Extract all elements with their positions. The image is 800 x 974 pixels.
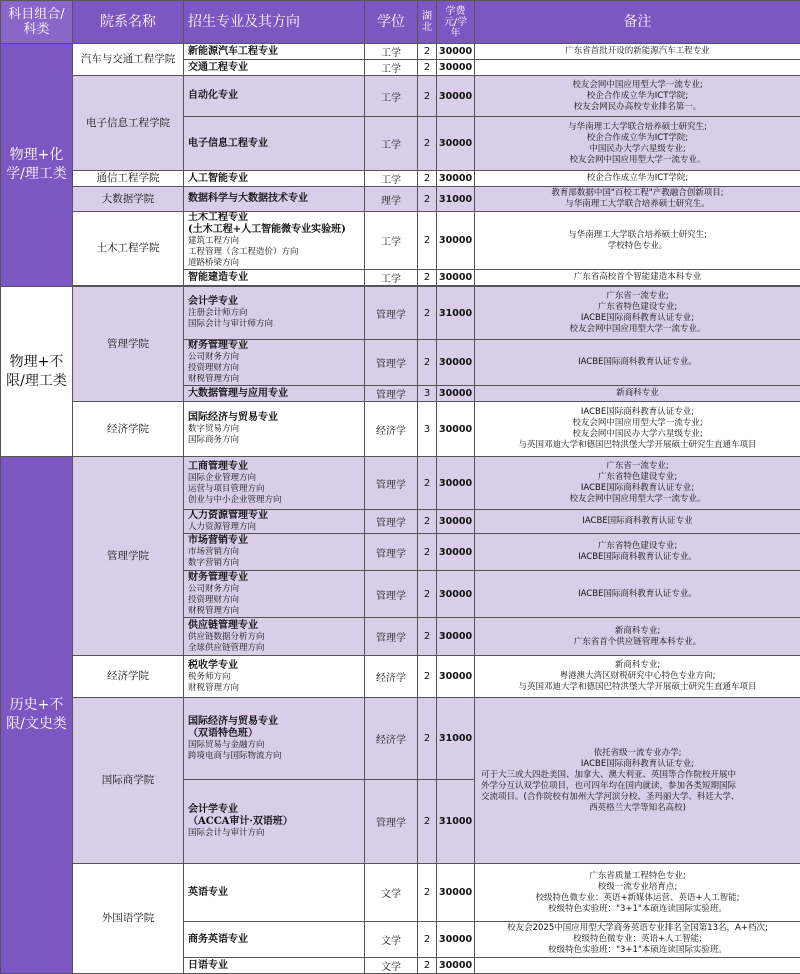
header-notes: 备注 (475, 1, 800, 44)
note-line: 校友会网中国应用型大学一流专业。 (477, 324, 798, 335)
fee-cell: 30000 (437, 340, 475, 386)
note-line: 校级特色微专业：英语+人工智能; (477, 934, 798, 945)
degree-cell: 工学 (365, 212, 418, 270)
note-line: 校友会网中国应用型大学一流专业; (477, 80, 798, 91)
fee-cell: 30000 (437, 44, 475, 60)
fee-cell: 30000 (437, 864, 475, 922)
college-cell: 通信工程学院 (73, 171, 184, 187)
notes-cell (475, 457, 800, 510)
notes-cell: 新商科专业 (475, 386, 800, 402)
college-cell: 外国语学院 (73, 864, 184, 974)
years-cell: 2 (418, 44, 437, 60)
notes-cell: IACBE国际商科教育认证专业 (475, 510, 800, 534)
major-name: 人力资源管理专业 (188, 510, 362, 522)
major-direction: 国际会计与审计师方向 (188, 319, 362, 330)
notes-cell: IACBE国际商科教育认证专业。 (475, 340, 800, 386)
college-cell: 国际商学院 (73, 698, 184, 864)
years-cell: 2 (418, 618, 437, 656)
fee-cell: 30000 (437, 117, 475, 171)
notes-cell (475, 922, 800, 958)
degree-cell: 管理学 (365, 510, 418, 534)
major-name: 人工智能专业 (188, 173, 362, 185)
note-line: 广东省质量工程特色专业; (477, 871, 798, 882)
note-line: 依托省级一流专业办学; (477, 748, 798, 759)
major-cell (184, 510, 365, 534)
college-cell: 土木工程学院 (73, 212, 184, 286)
note-line: 校企合作成立华为ICT学院; (477, 133, 798, 144)
major-direction: 全球供应链管理方向 (188, 643, 362, 654)
major-direction: 跨境电商与国际物流方向 (188, 751, 362, 762)
major-special: （ACCA审计·双语班） (188, 816, 362, 828)
fee-cell: 30000 (437, 457, 475, 510)
major-cell (184, 60, 365, 76)
notes-cell (475, 287, 800, 340)
note-line: 新商科专业; (477, 660, 798, 671)
major-cell (184, 402, 365, 457)
note-line: 校友会2025中国应用型大学商务英语专业排名全国第13名，A+档次; (477, 923, 798, 934)
degree-cell: 管理学 (365, 457, 418, 510)
note-line: 广东省特色建设专业; (477, 472, 798, 483)
note-line: 与英国邓迪大学和德国巴特洪堡大学开展硕士研究生直通车项目 (477, 682, 798, 693)
table-row (1, 171, 800, 187)
major-direction: 税务师方向 (188, 672, 362, 683)
table-row (1, 656, 800, 698)
fee-cell: 30000 (437, 510, 475, 534)
notes-cell (475, 534, 800, 571)
major-direction: 国际会计与审计方向 (188, 828, 362, 839)
college-cell: 汽车与交通工程学院 (73, 44, 184, 76)
major-cell (184, 780, 365, 864)
note-line: 外学分互认双学位项目，也可四年均在国内就读，参加各类短期国际 (477, 781, 798, 792)
years-cell: 2 (418, 270, 437, 286)
major-name: 英语专业 (188, 887, 362, 899)
note-line: IACBE国际商科教育认证专业; (477, 483, 798, 494)
major-name: 会计学专业 (188, 296, 362, 308)
note-line: 广东省一流专业; (477, 291, 798, 302)
major-name: 土木工程专业 (188, 212, 362, 224)
major-cell (184, 571, 365, 618)
note-line: 交流项目。(合作院校有加州大学河滨分校、圣玛丽大学、科廷大学、 (477, 792, 798, 803)
fee-cell: 31000 (437, 187, 475, 212)
degree-cell: 理学 (365, 187, 418, 212)
years-cell: 3 (418, 402, 437, 457)
major-name: 交通工程专业 (188, 62, 362, 74)
years-cell: 2 (418, 187, 437, 212)
college-cell: 管理学院 (73, 457, 184, 656)
fee-cell: 30000 (437, 958, 475, 974)
note-line: 可于大三或大四赴美国、加拿大、澳大利亚、英国等合作院校开展中 (477, 770, 798, 781)
notes-cell (475, 76, 800, 117)
header-years: 湖北 (418, 1, 437, 44)
major-name: 税收学专业 (188, 660, 362, 672)
major-direction: 人力资源管理方向 (188, 522, 362, 533)
degree-cell: 工学 (365, 60, 418, 76)
years-cell: 2 (418, 212, 437, 270)
major-cell (184, 457, 365, 510)
major-special: (土木工程+人工智能微专业实验班) (188, 224, 362, 236)
major-direction: 数字贸易方向 (188, 424, 362, 435)
note-line: IACBE国际商科教育认证专业; (477, 313, 798, 324)
major-direction: 建筑工程方向 (188, 236, 362, 247)
notes-cell (475, 402, 800, 457)
subject-cell: 历史+不限/文史类 (1, 457, 73, 974)
header-fee: 学费元/学年 (437, 1, 475, 44)
years-cell: 2 (418, 287, 437, 340)
major-name: 数据科学与大数据技术专业 (188, 193, 362, 205)
years-cell: 2 (418, 117, 437, 171)
major-cell (184, 117, 365, 171)
major-cell (184, 187, 365, 212)
major-cell (184, 656, 365, 698)
years-cell: 2 (418, 510, 437, 534)
college-cell: 大数据学院 (73, 187, 184, 212)
major-direction: 市场营销方向 (188, 547, 362, 558)
major-name: 新能源汽车工程专业 (188, 46, 362, 58)
years-cell: 2 (418, 340, 437, 386)
notes-cell: 广东省高校首个智能建造本科专业 (475, 270, 800, 286)
fee-cell: 31000 (437, 698, 475, 780)
note-line: 校友会网中国应用型大学一流专业。 (477, 155, 798, 166)
table-row (1, 457, 800, 510)
major-cell (184, 534, 365, 571)
degree-cell: 管理学 (365, 534, 418, 571)
degree-cell: 工学 (365, 76, 418, 117)
notes-cell (475, 187, 800, 212)
degree-cell: 管理学 (365, 386, 418, 402)
header-major: 招生专业及其方向 (184, 1, 365, 44)
table-row (1, 402, 800, 457)
major-direction: 财税管理方向 (188, 374, 362, 385)
major-cell (184, 864, 365, 922)
note-line: 广东省一流专业; (477, 461, 798, 472)
college-cell: 管理学院 (73, 287, 184, 402)
notes-cell (475, 212, 800, 270)
years-cell: 2 (418, 171, 437, 187)
notes-cell (475, 698, 800, 864)
fee-cell: 30000 (437, 76, 475, 117)
notes-cell: 广东省首批开设的新能源汽车工程专业 (475, 44, 800, 60)
table-row (1, 44, 800, 60)
major-cell (184, 958, 365, 974)
years-cell: 2 (418, 571, 437, 618)
degree-cell: 经济学 (365, 698, 418, 780)
major-cell (184, 287, 365, 340)
notes-cell (475, 958, 800, 974)
years-cell: 3 (418, 386, 437, 402)
major-name: 商务英语专业 (188, 934, 362, 946)
degree-cell: 经济学 (365, 656, 418, 698)
major-direction: 公司财务方向 (188, 584, 362, 595)
note-line: 与华南理工大学联合培养硕士研究生; (477, 230, 798, 241)
note-line: 校企合作成立华为ICT学院; (477, 91, 798, 102)
degree-cell: 文学 (365, 864, 418, 922)
table-row (1, 287, 800, 340)
major-name: 市场营销专业 (188, 535, 362, 547)
note-line: 校级一流专业培育点; (477, 882, 798, 893)
years-cell: 2 (418, 780, 437, 864)
notes-cell (475, 618, 800, 656)
table-row (1, 187, 800, 212)
fee-cell: 30000 (437, 618, 475, 656)
major-cell (184, 340, 365, 386)
fee-cell: 30000 (437, 922, 475, 958)
years-cell: 2 (418, 864, 437, 922)
major-name: 工商管理专业 (188, 461, 362, 473)
years-cell: 2 (418, 60, 437, 76)
note-line: 广东省特色建设专业; (477, 302, 798, 313)
fee-cell: 30000 (437, 60, 475, 76)
years-cell: 2 (418, 698, 437, 780)
degree-cell: 管理学 (365, 618, 418, 656)
note-line: 校友会网民办高校专业排名第一。 (477, 102, 798, 113)
college-cell: 电子信息工程学院 (73, 76, 184, 171)
college-cell: 经济学院 (73, 402, 184, 457)
major-cell (184, 386, 365, 402)
notes-cell: 校企合作成立华为ICT学院; (475, 171, 800, 187)
note-line: 新商科专业; (477, 626, 798, 637)
notes-cell (475, 864, 800, 922)
major-direction: 国际贸易与金融方向 (188, 740, 362, 751)
major-name: 大数据管理与应用专业 (188, 388, 362, 400)
degree-cell: 工学 (365, 270, 418, 286)
major-special: （双语特色班） (188, 728, 362, 740)
major-direction: 公司财务方向 (188, 352, 362, 363)
note-line: 西英格兰大学等知名高校) (477, 803, 798, 814)
fee-cell: 30000 (437, 656, 475, 698)
fee-cell: 31000 (437, 287, 475, 340)
note-line: 校级特色实验班："3+1"本硕连读国际实验班。 (477, 945, 798, 956)
fee-cell: 30000 (437, 386, 475, 402)
degree-cell: 文学 (365, 922, 418, 958)
degree-cell: 工学 (365, 117, 418, 171)
note-line: 中国民办大学六星级专业; (477, 144, 798, 155)
fee-cell: 31000 (437, 780, 475, 864)
fee-cell: 30000 (437, 534, 475, 571)
major-direction: 注册会计师方向 (188, 308, 362, 319)
major-cell (184, 922, 365, 958)
header-college: 院系名称 (73, 1, 184, 44)
degree-cell: 管理学 (365, 571, 418, 618)
major-name: 会计学专业 (188, 804, 362, 816)
years-cell: 2 (418, 958, 437, 974)
note-line: 与英国邓迪大学和德国巴特洪堡大学开展硕士研究生直通车项目 (477, 440, 798, 451)
header-row (1, 1, 800, 44)
degree-cell: 经济学 (365, 402, 418, 457)
note-line: 教育部数据中国"百校工程"产教融合创新项目; (477, 188, 798, 199)
note-line: 广东省首个供应链管理本科专业。 (477, 637, 798, 648)
major-direction: 工程管理（含工程造价）方向 (188, 247, 362, 258)
notes-cell: IACBE国际商科教育认证专业。 (475, 571, 800, 618)
table-row (1, 76, 800, 117)
note-line: 校友会网中国应用型大学一流专业; (477, 418, 798, 429)
major-direction: 供应链数据分析方向 (188, 632, 362, 643)
degree-cell: 管理学 (365, 287, 418, 340)
major-cell (184, 618, 365, 656)
major-name: 财务管理专业 (188, 572, 362, 584)
years-cell: 2 (418, 457, 437, 510)
subject-cell: 物理+不限/理工类 (1, 287, 73, 457)
major-direction: 创业与中小企业管理方向 (188, 495, 362, 506)
note-line: 校友会网中国民办大学六星级专业; (477, 429, 798, 440)
note-line: 广东省特色建设专业; (477, 541, 798, 552)
note-line: 校级特色微专业：英语+新媒体运营、英语+人工智能; (477, 893, 798, 904)
major-direction: 国际商务方向 (188, 435, 362, 446)
major-name: 电子信息工程专业 (188, 138, 362, 150)
fee-cell: 30000 (437, 212, 475, 270)
major-direction: 投资理财方向 (188, 363, 362, 374)
major-cell (184, 44, 365, 60)
major-cell (184, 76, 365, 117)
note-line: IACBE国际商科教育认证专业; (477, 759, 798, 770)
major-name: 国际经济与贸易专业 (188, 716, 362, 728)
notes-cell (475, 656, 800, 698)
note-line: 与华南理工大学联合培养硕士研究生; (477, 122, 798, 133)
table-row (1, 212, 800, 270)
major-cell (184, 212, 365, 270)
major-direction: 数字营销方向 (188, 558, 362, 569)
years-cell: 2 (418, 534, 437, 571)
major-cell (184, 270, 365, 286)
major-direction: 运营与项目管理方向 (188, 484, 362, 495)
subject-cell: 物理+化学/理工类 (1, 44, 73, 287)
note-line: 与华南理工大学联合培养硕士研究生。 (477, 199, 798, 210)
major-name: 财务管理专业 (188, 340, 362, 352)
major-name: 供应链管理专业 (188, 620, 362, 632)
table-row (1, 864, 800, 922)
major-direction: 投资理财方向 (188, 595, 362, 606)
note-line: 校友会网中国应用型大学一流专业。 (477, 494, 798, 505)
degree-cell: 工学 (365, 171, 418, 187)
major-cell (184, 698, 365, 780)
major-name: 自动化专业 (188, 90, 362, 102)
fee-cell: 30000 (437, 270, 475, 286)
major-name: 国际经济与贸易专业 (188, 412, 362, 424)
major-direction: 财税管理方向 (188, 683, 362, 694)
note-line: IACBE国际商科教育认证专业。 (477, 552, 798, 563)
degree-cell: 管理学 (365, 780, 418, 864)
major-direction: 道路桥梁方向 (188, 258, 362, 269)
years-cell: 2 (418, 922, 437, 958)
major-direction: 国际企业管理方向 (188, 473, 362, 484)
note-line: 学校特色专业。 (477, 241, 798, 252)
note-line: IACBE国际商科教育认证专业; (477, 407, 798, 418)
fee-cell: 30000 (437, 402, 475, 457)
fee-cell: 30000 (437, 171, 475, 187)
degree-cell: 工学 (365, 44, 418, 60)
college-cell: 经济学院 (73, 656, 184, 698)
degree-cell: 管理学 (365, 340, 418, 386)
years-cell: 2 (418, 656, 437, 698)
table-row (1, 698, 800, 780)
fee-cell: 30000 (437, 571, 475, 618)
notes-cell (475, 60, 800, 76)
notes-cell (475, 117, 800, 171)
years-cell: 2 (418, 76, 437, 117)
major-cell (184, 171, 365, 187)
note-line: 粤港澳大湾区财税研究中心特色专业方向; (477, 671, 798, 682)
header-degree: 学位 (365, 1, 418, 44)
note-line: 校级特色实验班："3+1"本硕连读国际实验班。 (477, 904, 798, 915)
major-name: 日语专业 (188, 960, 362, 972)
header-subject: 科目组合/科类 (1, 1, 73, 44)
degree-cell: 文学 (365, 958, 418, 974)
major-direction: 财税管理方向 (188, 606, 362, 617)
major-name: 智能建造专业 (188, 272, 362, 284)
